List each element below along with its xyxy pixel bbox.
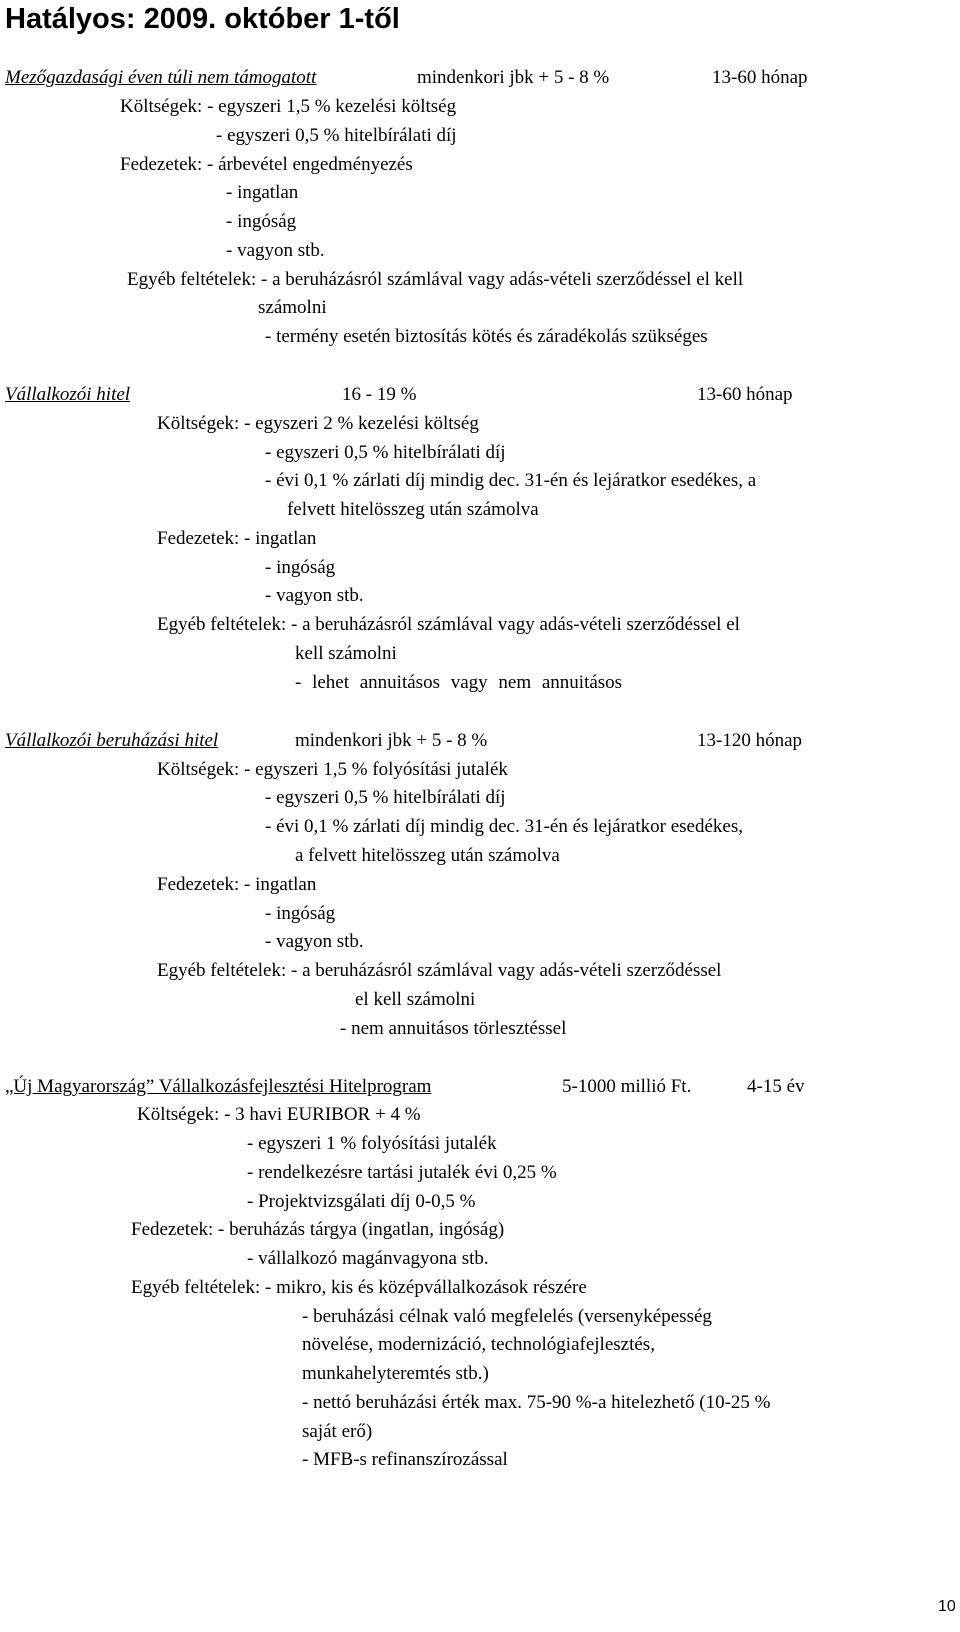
- cost-line: - Projektvizsgálati díj 0-0,5 %: [247, 1191, 476, 1212]
- condition-line: számolni: [258, 297, 327, 318]
- page-number: 10: [938, 1598, 956, 1615]
- collateral-line: - ingatlan: [226, 182, 299, 203]
- cost-line: felvett hitelösszeg után számolva: [287, 499, 539, 520]
- collateral-line: Fedezetek: - ingatlan: [157, 874, 317, 895]
- cost-line: - évi 0,1 % zárlati díj mindig dec. 31-én és lejáratkor esedékes,: [265, 816, 743, 837]
- cost-line: a felvett hitelösszeg után számolva: [295, 845, 560, 866]
- condition-line: munkahelyteremtés stb.): [302, 1363, 489, 1384]
- cost-line: - egyszeri 0,5 % hitelbírálati díj: [265, 442, 506, 463]
- section-rate: mindenkori jbk + 5 - 8 %: [295, 730, 488, 751]
- collateral-line: - vagyon stb.: [226, 240, 325, 261]
- condition-line: Egyéb feltételek: - a beruházásról számlával vagy adás-vételi szerződéssel: [157, 960, 722, 981]
- cost-line: Költségek: - egyszeri 2 % kezelési költség: [157, 413, 479, 434]
- section-heading: Vállalkozói beruházási hitel: [5, 730, 219, 751]
- condition-line: - MFB-s refinanszírozással: [302, 1449, 508, 1470]
- section-term: 13-60 hónap: [712, 67, 808, 88]
- section-heading: Vállalkozói hitel: [5, 384, 131, 405]
- condition-line: Egyéb feltételek: - a beruházásról számlával vagy adás-vételi szerződéssel el: [157, 614, 740, 635]
- collateral-line: - ingóság: [265, 903, 336, 924]
- collateral-line: - vállalkozó magánvagyona stb.: [247, 1248, 489, 1269]
- section-rate: 16 - 19 %: [342, 384, 417, 405]
- collateral-line: Fedezetek: - árbevétel engedményezés: [120, 154, 413, 175]
- section-term: 4-15 év: [747, 1076, 805, 1097]
- cost-line: - egyszeri 1 % folyósítási jutalék: [247, 1133, 497, 1154]
- condition-line: saját erő): [302, 1421, 373, 1442]
- section-term: 13-120 hónap: [697, 730, 803, 751]
- cost-line: - egyszeri 0,5 % hitelbírálati díj: [216, 125, 457, 146]
- collateral-line: - ingóság: [265, 557, 336, 578]
- section-heading: „Új Magyarország” Vállalkozásfejlesztési Hitelprogram: [5, 1076, 432, 1097]
- condition-line: - lehet annuitásos vagy nem annuitásos: [295, 672, 623, 693]
- section-term: 13-60 hónap: [697, 384, 793, 405]
- condition-line: kell számolni: [295, 643, 397, 664]
- condition-line: el kell számolni: [355, 989, 476, 1010]
- cost-line: - évi 0,1 % zárlati díj mindig dec. 31-én és lejáratkor esedékes, a: [265, 470, 757, 491]
- section-rate: 5-1000 millió Ft.: [562, 1076, 692, 1097]
- collateral-line: Fedezetek: - beruházás tárgya (ingatlan, ingóság): [131, 1219, 505, 1240]
- condition-line: - nettó beruházási érték max. 75-90 %-a hitelezhető (10-25 %: [302, 1392, 771, 1413]
- document-title: Hatályos: 2009. október 1-től: [5, 3, 400, 35]
- cost-line: Költségek: - egyszeri 1,5 % kezelési költség: [120, 96, 457, 117]
- collateral-line: Fedezetek: - ingatlan: [157, 528, 317, 549]
- condition-line: Egyéb feltételek: - mikro, kis és középvállalkozások részére: [131, 1277, 587, 1298]
- section-heading: Mezőgazdasági éven túli nem támogatott: [5, 67, 317, 88]
- condition-line: - beruházási célnak való megfelelés (versenyképesség: [302, 1306, 712, 1327]
- cost-line: Költségek: - 3 havi EURIBOR + 4 %: [137, 1104, 421, 1125]
- condition-line: - termény esetén biztosítás kötés és záradékolás szükséges: [265, 326, 708, 347]
- collateral-line: - vagyon stb.: [265, 585, 364, 606]
- collateral-line: - ingóság: [226, 211, 297, 232]
- cost-line: - rendelkezésre tartási jutalék évi 0,25 %: [247, 1162, 557, 1183]
- collateral-line: - vagyon stb.: [265, 931, 364, 952]
- cost-line: Költségek: - egyszeri 1,5 % folyósítási jutalék: [157, 759, 508, 780]
- cost-line: - egyszeri 0,5 % hitelbírálati díj: [265, 787, 506, 808]
- condition-line: - nem annuitásos törlesztéssel: [340, 1018, 567, 1039]
- condition-line: Egyéb feltételek: - a beruházásról számlával vagy adás-vételi szerződéssel el kell: [127, 269, 744, 290]
- section-rate: mindenkori jbk + 5 - 8 %: [417, 67, 610, 88]
- condition-line: növelése, modernizáció, technológiafejlesztés,: [302, 1334, 655, 1355]
